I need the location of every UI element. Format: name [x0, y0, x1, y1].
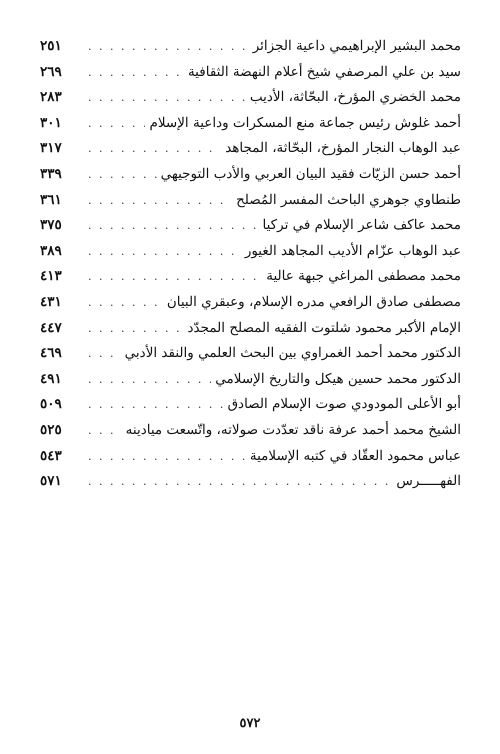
toc-entry-title: طنطاوي جوهري الباحث المفسر المُصلح — [236, 191, 461, 208]
toc-entry-title: أحمد غلوش رئيس جماعة منع المسكرات وداعية الإسلام — [149, 114, 461, 131]
toc-entry-page: ٥٤٣ — [40, 447, 62, 464]
dot-leader — [88, 162, 157, 188]
toc-entry-page: ٤٤٧ — [40, 319, 62, 336]
dot-leader — [88, 111, 145, 137]
dot-leader — [88, 418, 122, 444]
toc-entry-title: الدكتور محمد أحمد الغمراوي بين البحث العلمي والنقد الأدبي — [124, 345, 461, 362]
toc-entry — [40, 85, 461, 111]
dot-leader — [88, 392, 224, 418]
toc-entry — [40, 316, 461, 342]
toc-entry-page: ٥٢٥ — [40, 421, 62, 438]
toc-entry-page: ٢٨٣ — [40, 89, 62, 106]
toc-entry — [40, 34, 461, 60]
dot-leader — [88, 341, 121, 367]
dot-leader — [88, 444, 246, 470]
toc-entry-title: محمد مصطفى المراغي جبهة عالية — [266, 268, 461, 285]
dot-leader — [88, 316, 184, 342]
toc-entry — [40, 162, 461, 188]
toc-entry-page: ٣٨٩ — [40, 242, 62, 259]
toc-entry-title: محمد عاكف شاعر الإسلام في تركيا — [262, 217, 461, 234]
toc-entry-title: عباس محمود العقّاد في كتبه الإسلامية — [249, 447, 461, 464]
dot-leader — [88, 264, 262, 290]
toc-entry-page: ٥٠٩ — [40, 396, 62, 413]
toc-entry-page: ٤٣١ — [40, 293, 62, 310]
toc-entry-page: ٤١٣ — [40, 268, 62, 285]
dot-leader — [88, 85, 246, 111]
toc-entry — [40, 111, 461, 137]
dot-leader — [88, 34, 249, 60]
toc-entry — [40, 469, 461, 495]
toc-entry — [40, 367, 461, 393]
toc-entry-title: عبد الوهاب عزّام الأديب المجاهد الغيور — [244, 242, 461, 259]
dot-leader — [88, 213, 259, 239]
toc-entry — [40, 188, 461, 214]
toc-entry — [40, 60, 461, 86]
toc-entry-page: ٥٧١ — [40, 473, 62, 490]
dot-leader — [88, 60, 184, 86]
toc-entry-page: ٣١٧ — [40, 140, 62, 157]
toc-entry-title: الإمام الأكبر محمود شلتوت الفقيه المصلح المجدّد — [187, 319, 461, 336]
toc-entry-title: محمد البشير الإبراهيمي داعية الجزائر — [252, 38, 461, 54]
toc-entry-page: ٣٣٩ — [40, 165, 62, 182]
toc-entry-title: أبو الأعلى المودودي صوت الإسلام الصادق — [227, 396, 461, 413]
table-of-contents — [40, 34, 461, 495]
toc-entry-title: محمد الخضري المؤرخ، البحّاثة، الأديب — [249, 89, 461, 106]
toc-entry — [40, 213, 461, 239]
toc-entry-title: أحمد حسن الزيّات فقيد البيان العربي والأدب التوجيهي — [160, 165, 461, 182]
page-number: ٥٧٢ — [239, 716, 261, 731]
dot-leader — [88, 239, 241, 265]
toc-entry — [40, 341, 461, 367]
toc-entry — [40, 136, 461, 162]
toc-entry-page: ٣٠١ — [40, 114, 62, 131]
dot-leader — [88, 136, 221, 162]
toc-entry-title: الدكتور محمد حسين هيكل والتاريخ الإسلامي — [215, 370, 461, 387]
toc-entry-page: ٣٧٥ — [40, 217, 62, 234]
dot-leader — [88, 469, 392, 495]
dot-leader — [88, 367, 211, 393]
toc-entry-title: عبد الوهاب النجار المؤرخ، البحّاثة، المجاهد — [225, 140, 461, 157]
toc-entry — [40, 392, 461, 418]
toc-entry — [40, 290, 461, 316]
toc-entry-title: الفهـــــرس — [396, 473, 461, 490]
dot-leader — [88, 188, 232, 214]
toc-entry — [40, 264, 461, 290]
toc-entry-page: ٣٦١ — [40, 191, 62, 208]
toc-entry-page: ٤٩١ — [40, 370, 62, 387]
toc-entry — [40, 444, 461, 470]
toc-entry-page: ٢٥١ — [40, 38, 62, 54]
dot-leader — [88, 290, 163, 316]
toc-entry-title: سيد بن علي المرصفي شيخ أعلام النهضة الثقافية — [187, 63, 461, 80]
toc-entry-title: مصطفى صادق الرافعي مدره الإسلام، وعبقري البيان — [166, 293, 461, 310]
toc-entry-page: ٤٦٩ — [40, 345, 62, 362]
toc-entry — [40, 418, 461, 444]
toc-entry-title: الشيخ محمد أحمد عرفة ناقد تعدّدت صولاته، واتّسعت ميادينه — [125, 421, 461, 438]
toc-entry — [40, 239, 461, 265]
toc-entry-page: ٢٦٩ — [40, 63, 62, 80]
